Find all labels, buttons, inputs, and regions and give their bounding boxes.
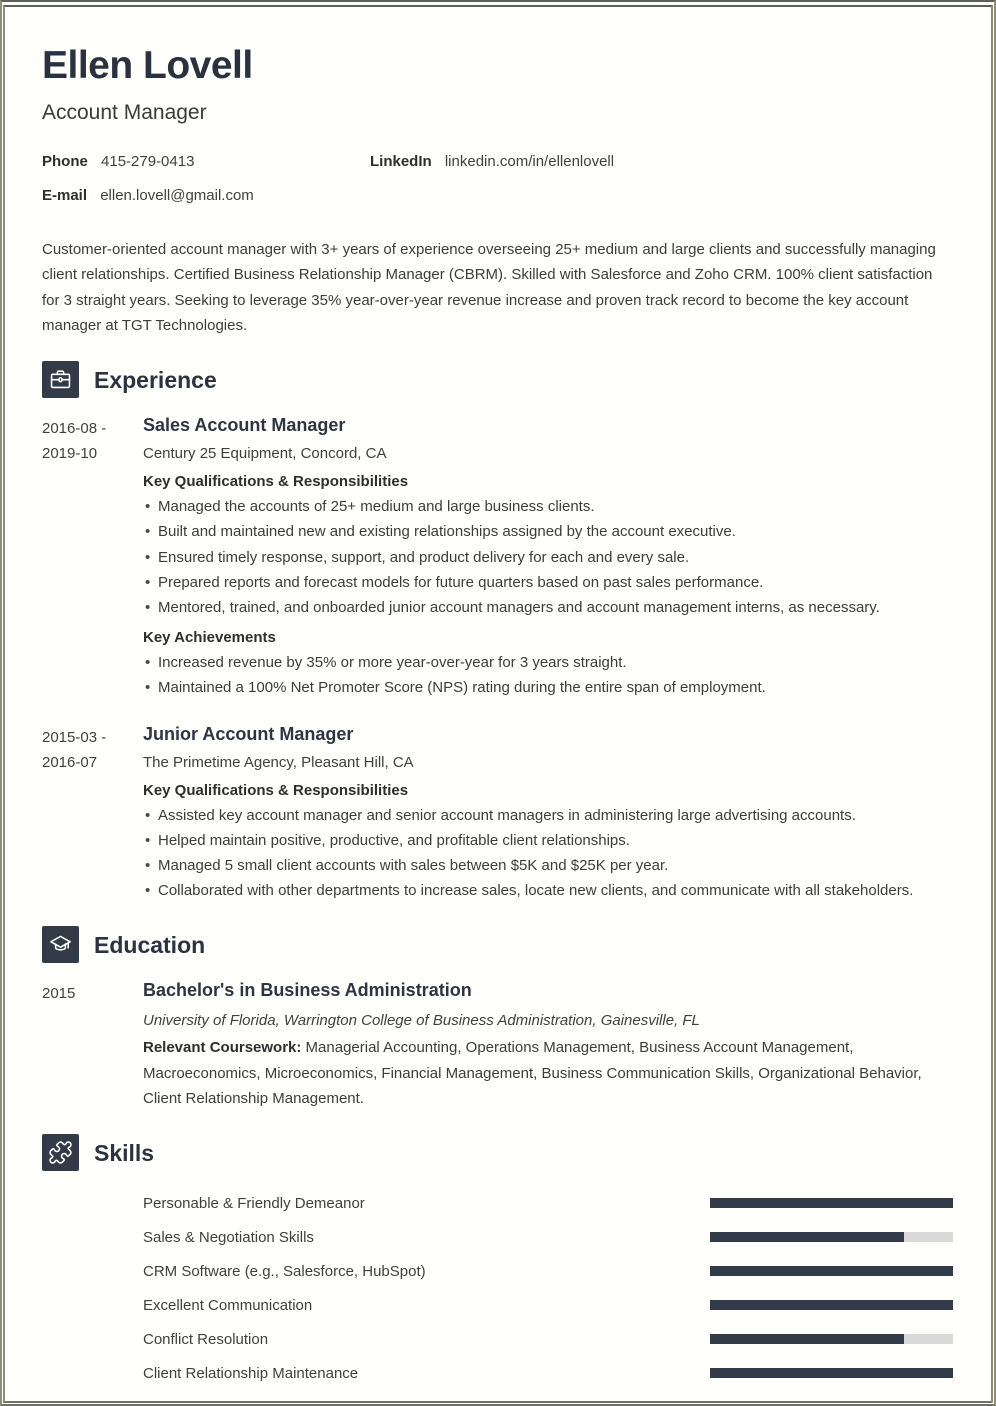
skill-row [143, 1322, 953, 1356]
briefcase-icon [42, 361, 79, 398]
job-company: The Primetime Agency, Pleasant Hill, CA [143, 753, 414, 771]
skill-bar [710, 1232, 953, 1242]
list-item: • Prepared reports and forecast models for future quarters based on past sales performance. [143, 570, 953, 595]
summary-paragraph: Customer-oriented account manager with 3+ years of experience overseeing 25+ medium and large clients and successfully managing client relationships. Certified Business Relationship Manager (CBRM). Skilled with Salesforce and Zoho CRM. 100% client satisfaction for 3 straight years. Seeking to leverage 35% year-over-year revenue increase and proven track record to become the key account manager at TGT Technologies. [42, 241, 936, 334]
skill-bar-fill [710, 1300, 953, 1310]
experience-entry [42, 413, 953, 700]
skill-label: Sales & Negotiation Skills [143, 1228, 314, 1246]
list-item: • Assisted key account manager and senior account managers in administering large advertising accounts. [143, 803, 953, 828]
skills-section-title: Skills [94, 1139, 155, 1166]
job-title-subtitle: Account Manager [42, 101, 207, 124]
skill-row [143, 1254, 953, 1288]
contact-phone [42, 153, 370, 170]
skill-bar [710, 1198, 953, 1208]
education-section-header [42, 926, 953, 963]
job-position-title: Sales Account Manager [143, 415, 346, 436]
contact-info [42, 153, 953, 204]
skill-bar-fill [710, 1198, 953, 1208]
job-dates: 2015-03 - 2016-07 [42, 728, 107, 771]
coursework-label: Relevant Coursework: [143, 1039, 302, 1057]
qualifications-list [143, 803, 953, 904]
achievements-heading: Key Achievements [143, 629, 276, 647]
qualifications-heading: Key Qualifications & Responsibilities [143, 781, 409, 799]
email-value: ellen.lovell@gmail.com [100, 187, 254, 204]
education-year: 2015 [42, 985, 76, 1003]
linkedin-value: linkedin.com/in/ellenlovell [444, 153, 615, 170]
list-item: • Increased revenue by 35% or more year-over-year for 3 years straight. [143, 650, 953, 675]
list-item: • Ensured timely response, support, and product delivery for each and every sale. [143, 545, 953, 570]
skill-row [143, 1220, 953, 1254]
achievements-list [143, 650, 953, 700]
list-item: • Managed 5 small client accounts with sales between $5K and $25K per year. [143, 853, 953, 878]
contact-linkedin [370, 153, 953, 170]
skill-label: Client Relationship Maintenance [143, 1364, 359, 1382]
experience-section-title: Experience [94, 366, 217, 393]
experience-section [42, 361, 953, 903]
skill-label: Excellent Communication [143, 1296, 313, 1314]
education-entry [42, 978, 953, 1111]
skills-list [42, 1186, 953, 1390]
qualifications-heading: Key Qualifications & Responsibilities [143, 473, 409, 491]
job-dates: 2016-08 - 2019-10 [42, 420, 107, 463]
job-position-title: Junior Account Manager [143, 723, 354, 744]
degree-title: Bachelor's in Business Administration [143, 980, 472, 1001]
school-name: University of Florida, Warrington College of Business Administration, Gainesville, FL [143, 1012, 700, 1030]
education-section [42, 926, 953, 1111]
graduation-cap-icon [42, 926, 79, 963]
linkedin-label: LinkedIn [370, 153, 432, 170]
list-item: • Maintained a 100% Net Promoter Score (NPS) rating during the entire span of employment. [143, 675, 953, 700]
list-item: • Managed the accounts of 25+ medium and large business clients. [143, 494, 953, 519]
skill-bar [710, 1368, 953, 1378]
list-item: • Mentored, trained, and onboarded junior account managers and account management interns, as necessary. [143, 595, 953, 620]
email-label: E-mail [42, 187, 88, 204]
skill-bar [710, 1300, 953, 1310]
skill-bar-fill [710, 1368, 953, 1378]
skills-section [42, 1134, 953, 1390]
skill-row [143, 1356, 953, 1390]
skill-label: Personable & Friendly Demeanor [143, 1194, 365, 1212]
job-company: Century 25 Equipment, Concord, CA [143, 445, 387, 463]
skill-bar-fill [710, 1334, 904, 1344]
skill-row [143, 1186, 953, 1220]
skill-bar-fill [710, 1232, 904, 1242]
puzzle-icon [42, 1134, 79, 1171]
skill-label: CRM Software (e.g., Salesforce, HubSpot) [143, 1262, 426, 1280]
coursework [143, 1035, 953, 1111]
skill-row [143, 1288, 953, 1322]
resume-header [42, 43, 953, 126]
skill-bar-fill [710, 1266, 953, 1276]
page-title: Ellen Lovell [42, 44, 253, 87]
phone-value: 415-279-0413 [101, 153, 195, 170]
coursework-text: Managerial Accounting, Operations Management, Business Account Management, Macroeconomics, Microeconomics, Financial Management, Business Communication Skills, Organizational Behavior, Client Relationship Management. [143, 1039, 922, 1108]
skills-section-header [42, 1134, 953, 1171]
education-section-title: Education [94, 931, 206, 958]
experience-section-header [42, 361, 953, 398]
phone-label: Phone [42, 153, 88, 170]
list-item: • Collaborated with other departments to increase sales, locate new clients, and communicate with all stakeholders. [143, 878, 953, 903]
list-item: • Helped maintain positive, productive, and profitable client relationships. [143, 828, 953, 853]
skill-bar [710, 1334, 953, 1344]
skill-label: Conflict Resolution [143, 1330, 269, 1348]
qualifications-list [143, 494, 953, 620]
contact-email [42, 187, 370, 204]
list-item: • Built and maintained new and existing relationships assigned by the account executive. [143, 519, 953, 544]
skill-bar [710, 1266, 953, 1276]
experience-entry [42, 722, 953, 904]
